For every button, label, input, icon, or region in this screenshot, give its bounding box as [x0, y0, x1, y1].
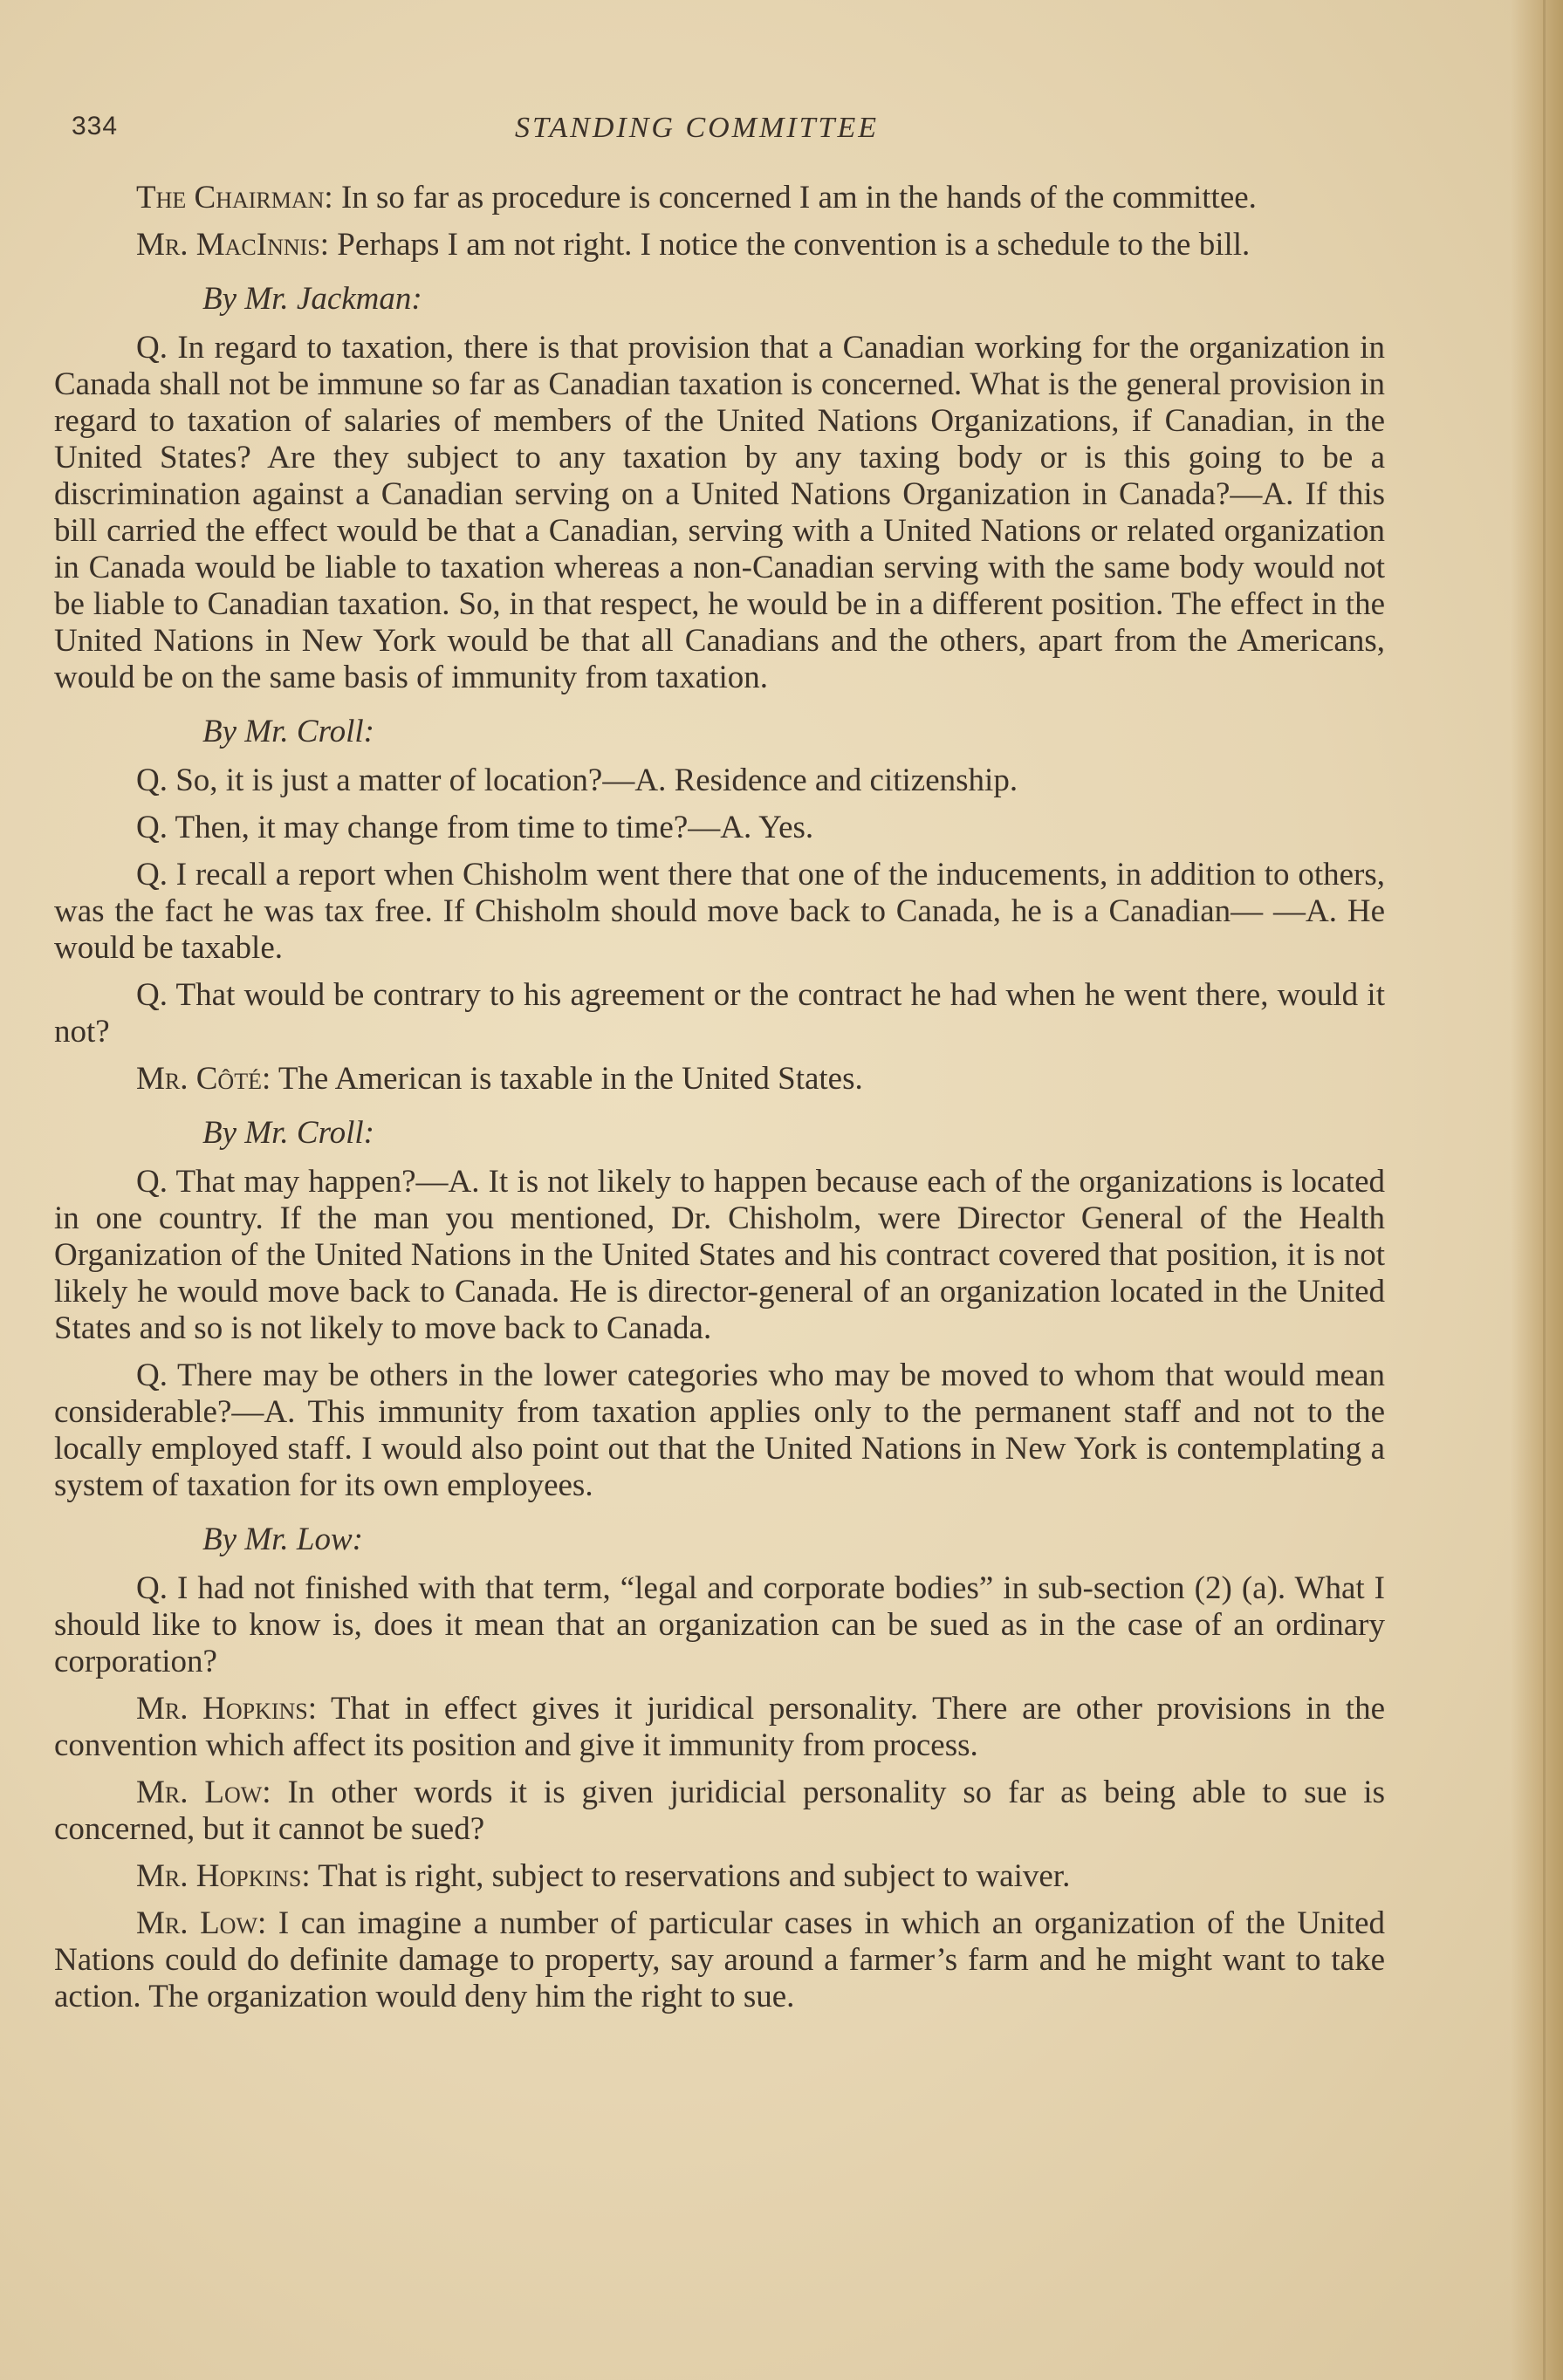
paragraph-text: In so far as procedure is concerned I am in the hands of the committee. [332, 180, 1257, 215]
speaker-paragraph [54, 1061, 1385, 1098]
question-answer-paragraph [54, 810, 1385, 846]
paragraph-text: That is right, subject to reservations and subject to waiver. [310, 1858, 1071, 1894]
paragraph-text: Q. So, it is just a matter of location?—A. Residence and citizenship. [136, 763, 1018, 798]
question-answer-paragraph [54, 977, 1385, 1050]
page-header [0, 112, 1563, 154]
paragraph-text: That in effect gives it juridical personality. There are other provisions in the convention which affect its position and give it immunity from process. [54, 1691, 1385, 1763]
question-answer-paragraph [54, 1164, 1385, 1347]
speaker-paragraph [54, 1775, 1385, 1848]
paragraph-text: Q. Then, it may change from time to time?—A. Yes. [136, 810, 814, 845]
examiner-heading: By Mr. Jackman: [202, 281, 422, 317]
page-number: 334 [72, 112, 119, 140]
speaker-name: Mr. Hopkins: [136, 1858, 311, 1894]
page-edge-line [1543, 0, 1546, 2380]
speaker-name: Mr. Low: [136, 1905, 267, 1941]
paragraph-text: Q. In regard to taxation, there is that provision that a Canadian working for the organization in Canada shall not be immune so far as Canadian taxation is concerned. What is the general provision in regard to taxation of salaries of members of the United Nations Organizations, if Canadian, in the United States? Are they subject to any taxation by any taxing body or is this going to be a discrimination against a Canadian serving on a United Nations Organization in Canada?—A. If this bill carried the effect would be that a Canadian, serving with a United Nations or related organization in Canada would be liable to taxation whereas a non-Canadian serving with the same body would not be liable to Canadian taxation. So, in that respect, he would be in a different position. The effect in the United Nations in New York would be that all Canadians and the others, apart from the Americans, would be on the same basis of immunity from taxation. [54, 330, 1385, 695]
speaker-paragraph [54, 1905, 1385, 2015]
question-answer-paragraph [54, 1358, 1385, 1504]
speaker-paragraph [54, 1691, 1385, 1764]
speaker-name: The Chairman: [136, 180, 333, 215]
question-answer-paragraph [54, 1570, 1385, 1680]
paragraph-text: Q. There may be others in the lower categories who may be moved to whom that would mean considerable?—A. This immunity from taxation applies only to the permanent staff and not to the locally employed staff. I would also point out that the United Nations in New York is contemplating a system of taxation for its own employees. [54, 1358, 1385, 1503]
paragraph-text: Q. I recall a report when Chisholm went there that one of the inducements, in addition to others, was the fact he was tax free. If Chisholm should move back to Canada, he is a Canadian— —A. He would be taxable. [54, 857, 1385, 966]
question-answer-paragraph [54, 330, 1385, 696]
paragraph-text: Perhaps I am not right. I notice the convention is a schedule to the bill. [329, 227, 1251, 263]
page-edge-shadow [1511, 0, 1563, 2380]
speaker-name: Mr. Côté: [136, 1061, 271, 1097]
speaker-name: Mr. Low: [136, 1775, 271, 1810]
speaker-name: Mr. MacInnis: [136, 227, 330, 263]
question-answer-paragraph [54, 857, 1385, 967]
speaker-paragraph [54, 180, 1385, 216]
running-head: STANDING COMMITTEE [515, 112, 879, 144]
examiner-heading: By Mr. Low: [202, 1522, 363, 1557]
paragraph-text: Q. I had not finished with that term, “legal and corporate bodies” in sub-section (2) (a). What I should like to know is, does it mean that an organization can be sued as in the case of an ordinary corporation? [54, 1570, 1385, 1679]
question-answer-paragraph [54, 763, 1385, 799]
examiner-heading: By Mr. Croll: [202, 1115, 374, 1151]
speaker-name: Mr. Hopkins: [136, 1691, 318, 1727]
transcript-body [54, 180, 1385, 2026]
speaker-paragraph [54, 227, 1385, 263]
paragraph-text: The American is taxable in the United States. [271, 1061, 863, 1097]
paragraph-text: Q. That would be contrary to his agreement or the contract he had when he went there, would it not? [54, 977, 1385, 1050]
speaker-paragraph [54, 1858, 1385, 1895]
paragraph-text: I can imagine a number of particular cases in which an organization of the United Nations could do definite damage to property, say around a farmer’s farm and he might want to take action. The organization would deny him the right to sue. [54, 1905, 1385, 2014]
paragraph-text: In other words it is given juridicial personality so far as being able to sue is concerned, but it cannot be sued? [54, 1775, 1385, 1847]
paragraph-text: Q. That may happen?—A. It is not likely to happen because each of the organizations is located in one country. If the man you mentioned, Dr. Chisholm, were Director General of the Health Organization of the United Nations in the United States and his contract covered that position, it is not likely he would move back to Canada. He is director-general of an organization located in the United States and so is not likely to move back to Canada. [54, 1164, 1385, 1346]
examiner-heading: By Mr. Croll: [202, 714, 374, 749]
